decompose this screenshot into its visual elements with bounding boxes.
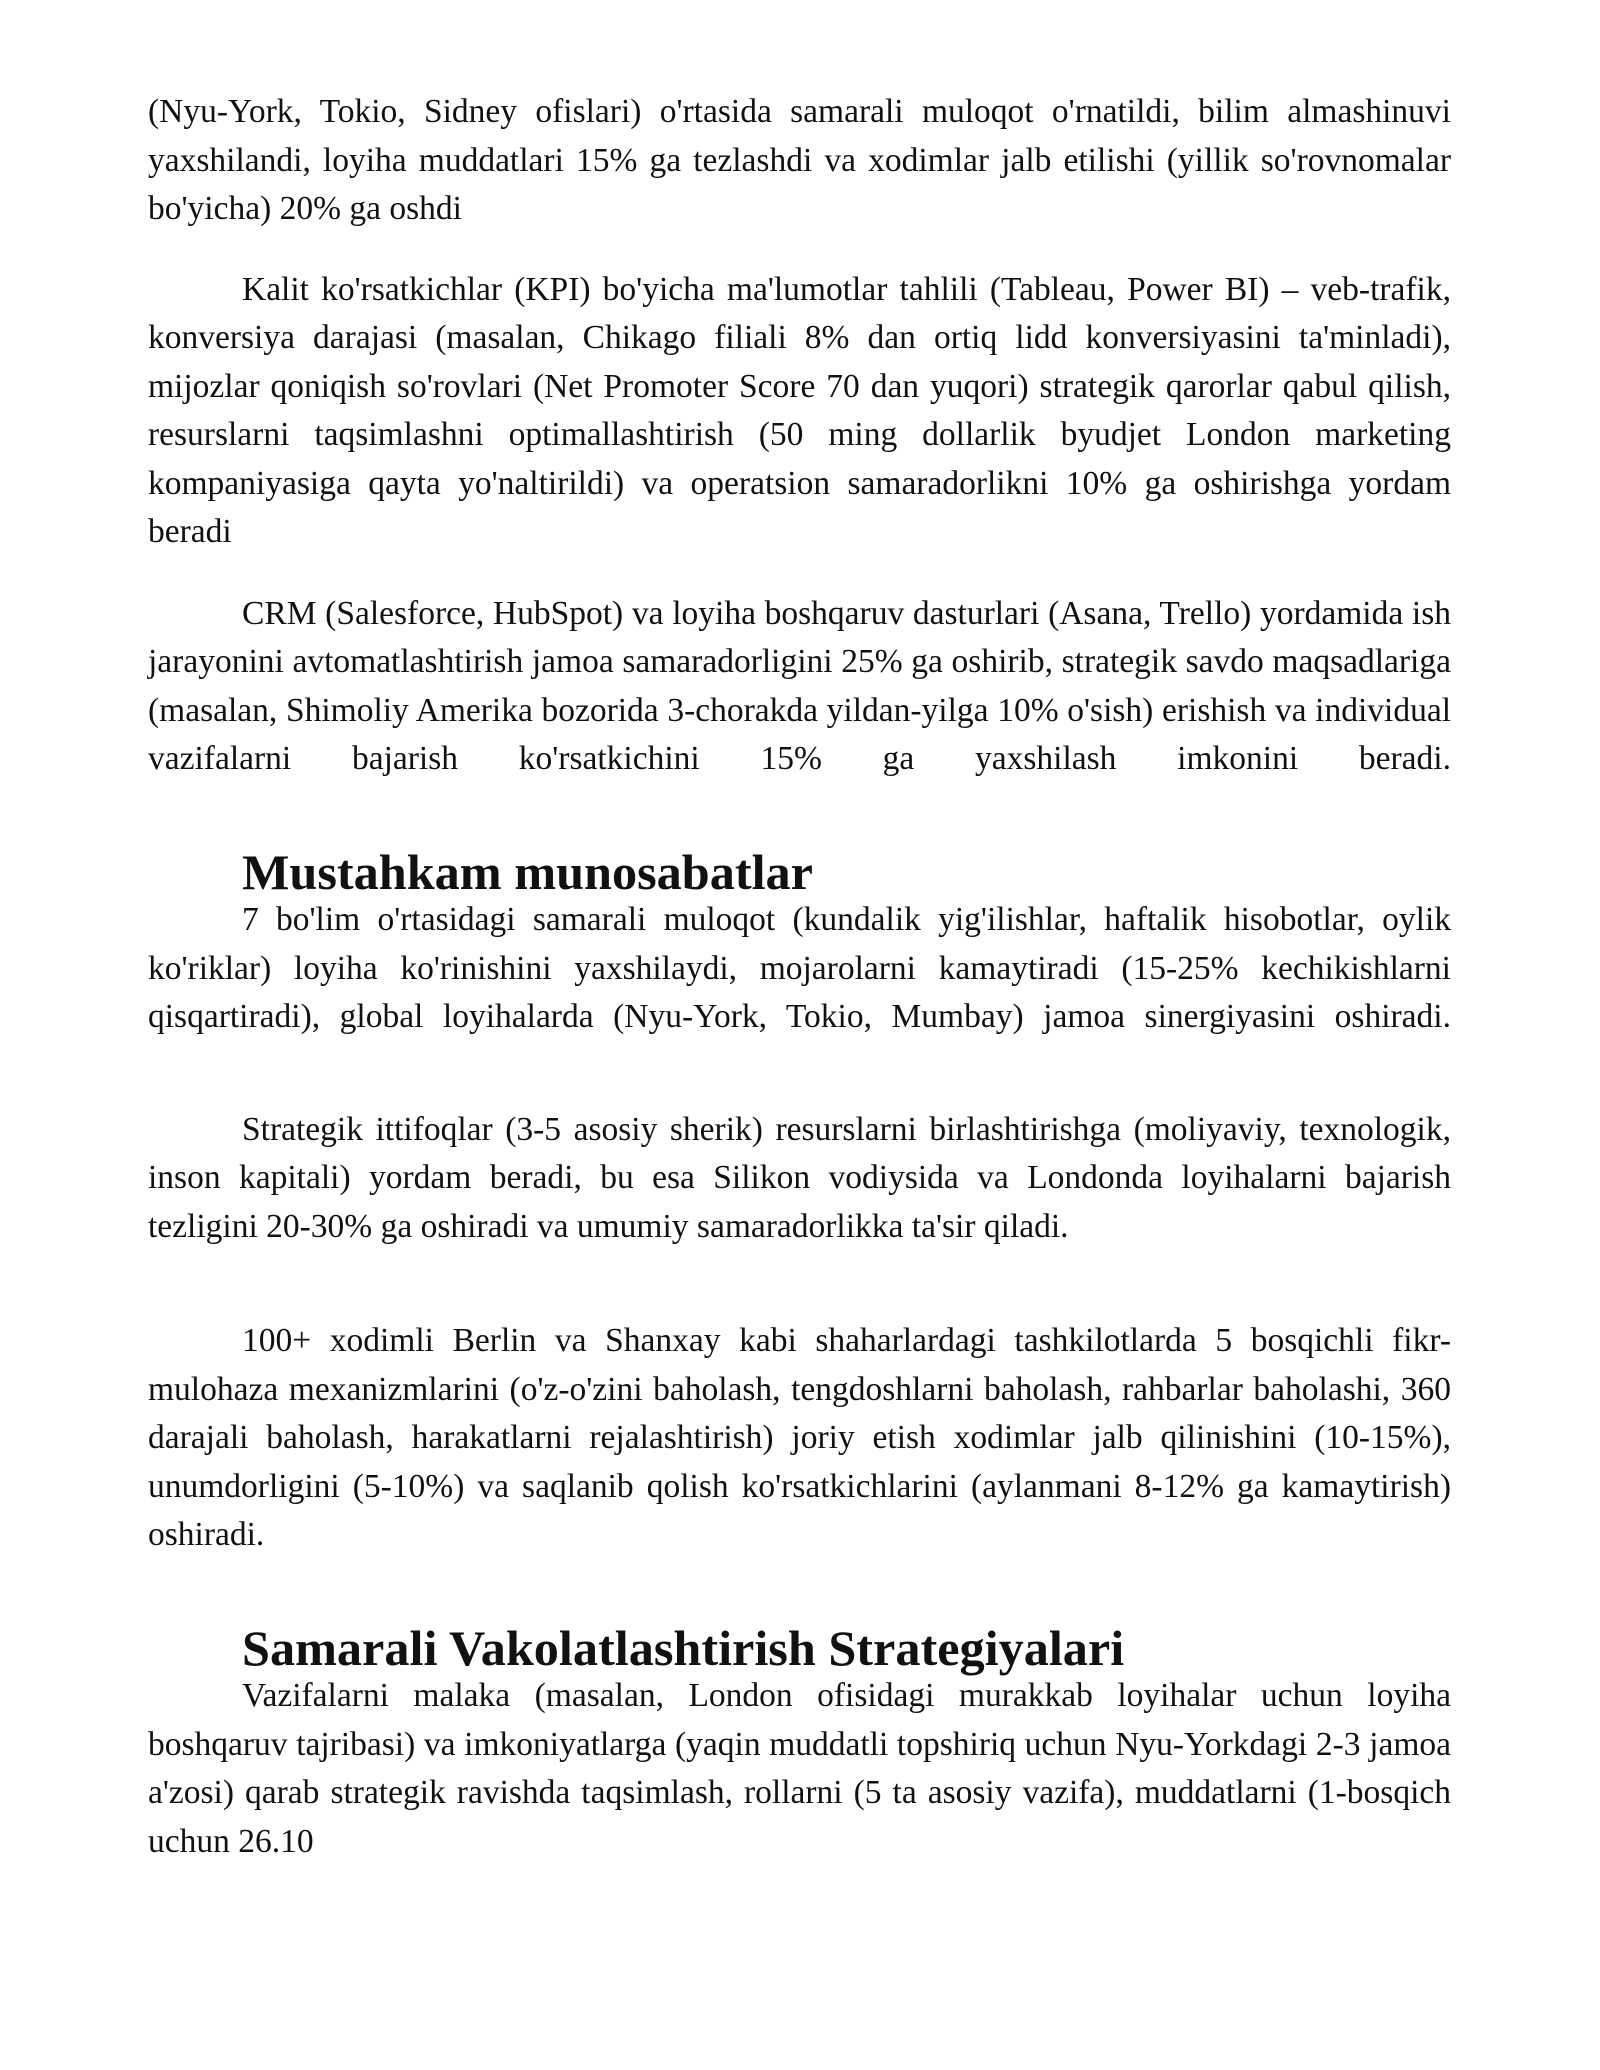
paragraph-delegation: Vazifalarni malaka (masalan, London ofisidagi murakkab loyihalar uchun loyiha boshqaruv tajribasi) va imkoniyatlarga (yaqin muddatli topshiriq uchun Nyu-Yorkdagi 2-3 jamoa a'zosi) qarab strategik ravishda taqsimlash, rollarni (5 ta asosiy vazifa), muddatlarni (1-bosqich uchun 26.10	[148, 1677, 1451, 1860]
document-page	[148, 88, 1451, 1866]
paragraph-communication: 7 bo'lim o'rtasidagi samarali muloqot (kundalik yig'ilishlar, haftalik hisobotlar, oylik ko'riklar) loyiha ko'rinishini yaxshilaydi, mojarolarni kamaytiradi (15-25% kechikishlarni qisqartiradi), global loyihalarda (Nyu-York, Tokio, Mumbay) jamoa sinergiyasini oshiradi.	[148, 901, 1451, 1035]
paragraph-crm: CRM (Salesforce, HubSpot) va loyiha boshqaruv dasturlari (Asana, Trello) yordamida ish jarayonini avtomatlashtirish jamoa samaradorligini 25% ga oshirib, strategik savdo maqsadlariga (masalan, Shimoliy Amerika bozorida 3-chorakda yildan-yilga 10% o'sish) erishish va individual vazifalarni bajarish ko'rsatkichini 15% ga yaxshilash imkonini beradi.	[148, 594, 1451, 777]
paragraph-alliances: Strategik ittifoqlar (3-5 asosiy sherik) resurslarni birlashtirishga (moliyaviy, texnologik, inson kapitali) yordam beradi, bu esa Silikon vodiysida va Londonda loyihalarni bajarish tezligini 20-30% ga oshiradi va umumiy samaradorlikka ta'sir qiladi.	[148, 1110, 1451, 1245]
section-heading-delegation: Samarali Vakolatlashtirish Strategiyalari	[242, 1619, 1125, 1676]
spacer	[148, 1251, 1451, 1317]
section-heading-relationships: Mustahkam munosabatlar	[242, 843, 813, 900]
paragraph-feedback: 100+ xodimli Berlin va Shanxay kabi shaharlardagi tashkilotlarda 5 bosqichli fikr-mulohaza mexanizmlarini (o'z-o'zini baholash, tengdoshlarni baholash, rahbarlar baholashi, 360 darajali baholash, harakatlarni rejalashtirish) joriy etish xodimlar jalb qilinishini (10-15%), unumdorligini (5-10%) va saqlanib qolish ko'rsatkichlarini (aylanmani 8-12% ga kamaytirish) oshiradi.	[148, 1322, 1451, 1553]
spacer	[148, 1560, 1451, 1624]
spacer	[148, 1042, 1451, 1106]
spacer	[148, 234, 1451, 266]
spacer	[148, 557, 1451, 590]
paragraph-kpi: Kalit ko'rsatkichlar (KPI) bo'yicha ma'lumotlar tahlili (Tableau, Power BI) – veb-trafik, konversiya darajasi (masalan, Chikago filiali 8% dan ortiq lidd konversiyasini ta'minladi), mijozlar qoniqish so'rovlari (Net Promoter Score 70 dan yuqori) strategik qarorlar qabul qilish, resurslarni taqsimlashni optimallashtirish (50 ming dollarlik byudjet London marketing kompaniyasiga qayta yo'naltirildi) va operatsion samaradorlikni 10% ga oshirishga yordam beradi	[148, 270, 1451, 550]
spacer	[148, 784, 1451, 848]
paragraph-intro: (Nyu-York, Tokio, Sidney ofislari) o'rtasida samarali muloqot o'rnatildi, bilim almashinuvi yaxshilandi, loyiha muddatlari 15% ga tezlashdi va xodimlar jalb etilishi (yillik so'rovnomalar bo'yicha) 20% ga oshdi	[148, 93, 1451, 227]
